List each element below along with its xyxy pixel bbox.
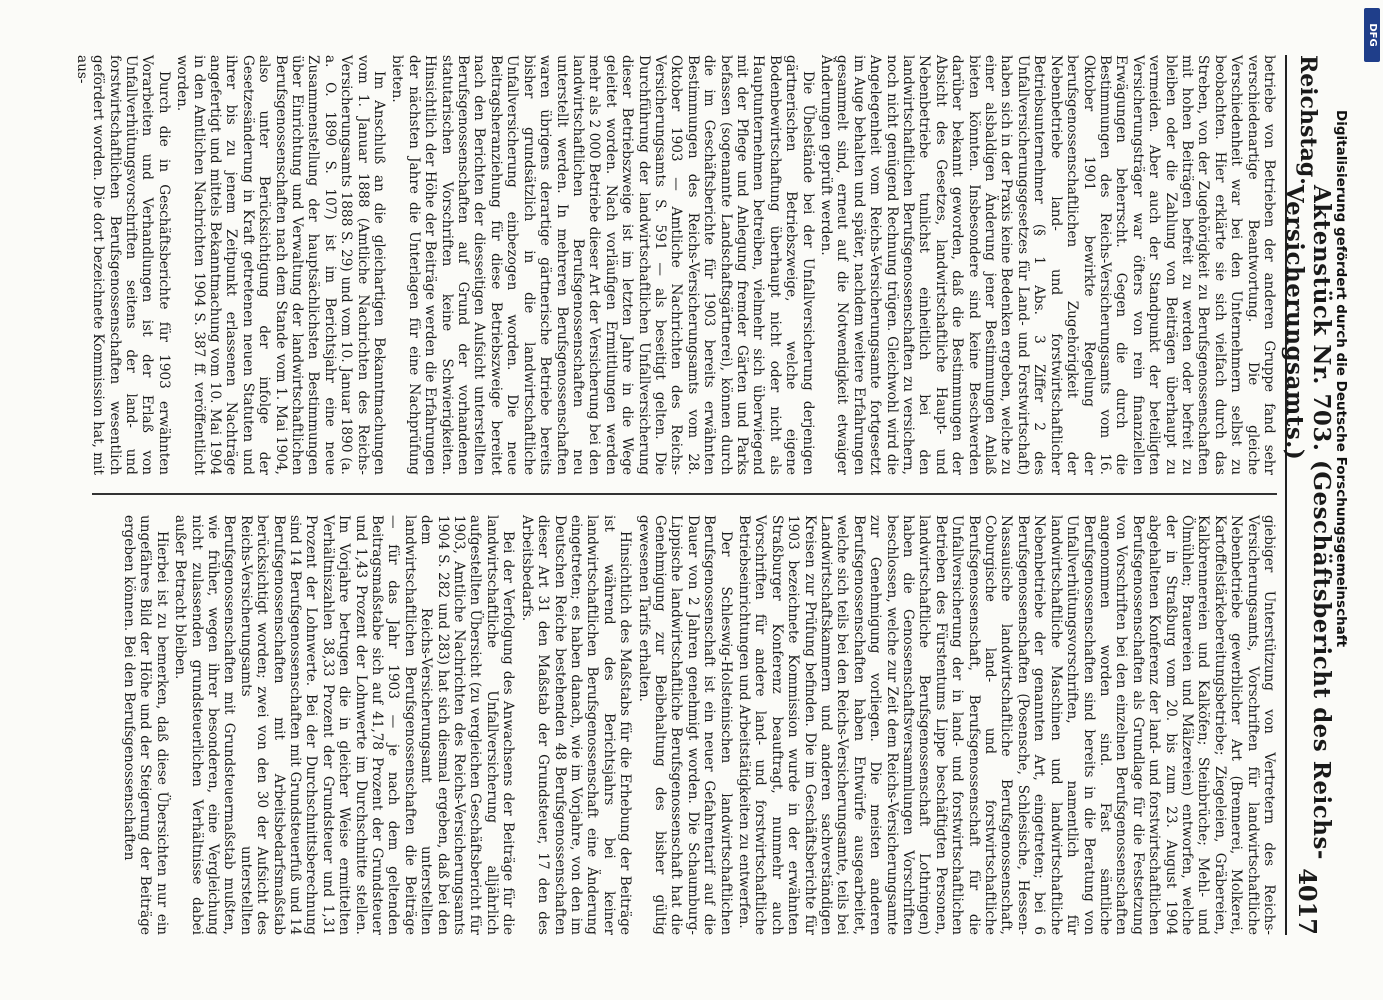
- dfg-logo-text: DFG: [1367, 23, 1378, 47]
- left-paragraph: Im Anschluß an die gleichartigen Bekanntmachungen vom 1. Januar 1888 (Amtliche Nachrichten des Reichs-Versicherungsamts 1888 S. 29) und vom 10. Januar 1890 (a. a. O. 1890 S. 107) ist im Berichtsjahr eine neue Zusammenstellung der hauptsächlichsten Bestimmungen über Einrichtung und Verwaltung der landwirtschaftlichen Berufsgenossenschaften nach dem Stande vom 1. Mai 1904, also unter Berücksichtigung der infolge der Gesetzesänderung in Kraft getretenen neuen Statuten und ihrer bis zu jenem Zeitpunkt erlassenen Nachträge angefertigt und mittels Bekanntmachung vom 10. Mai 1904 in den Amtlichen Nachrichten 1904 S. 387 ff. veröffentlicht worden.: [174, 55, 388, 475]
- left-paragraph: Durch die in Geschäftsberichte für 1903 erwähnten Vorarbeiten und Verhandlungen ist der Erlaß von Unfallverhütungsvorschriften seitens der land- und forstwirtschaftlichen Berufsgenossenschaften wesentlich gefördert worden. Die dort bezeichnete Kommission hat, mit aus-: [73, 55, 172, 475]
- right-paragraph: giebiger Unterstützung von Vertretern des Reichs-Versicherungsamts, Vorschriften für landwirtschaftliche Nebenbetriebe gewerblicher Art (Brennerei, Molkerei, Kartoffelstärkebereitungsbetriebe; Ziegeleien, Gräbereien, Kalkbrennereien und Kalköfen; Steinbrüche; Mehl- und Ölmühlen; Brauereien und Mälzereien) entworfen, welche der in Straßburg vom 20. bis zum 23. August 1904 abgehaltenen Konferenz der land- und forstwirtschaftlichen Berufsgenossenschaften als Grundlage für die Festsetzung von Vorschriften bei den einzelnen Berufsgenossenschaften angenommen worden sind. Fast sämtliche Berufsgenossenschaften sind bereits in die Beratung von Unfallverhütungsvorschriften, namentlich für landwirtschaftliche Maschinen und landwirtschaftliche Nebenbetriebe der genannten Art, eingetreten; bei 6 Berufsgenossenschaften (Posensche, Schlesische, Hessen-Nassauische landwirtschaftliche Berufsgenossenschaft, Coburgische land- und forstwirtschaftliche Berufsgenossenschaft, Berufsgenossenschaft für die Unfallversicherung der in land- und forstwirtschaftlichen Betrieben des Fürstentums Lippe beschäftigten Personen, landwirtschaftliche Berufsgenossenschaft Lothringen) haben die Genossenschaftsversammlungen Vorschriften beschlossen, welche zur Zeit dem Reichs-Versicherungsamte zur Genehmigung vorliegen. Die meisten anderen Berufsgenossenschaften haben Entwürfe ausgearbeitet, welche sich teils bei den Reichs-Versicherungsamte, teils bei Landwirtschaftskammern und anderen sachverständigen Kreisen zur Prüfung befinden. Die im Geschäftsberichte für 1903 bezeichnete Kommission wurde in der erwähnten Straßburger Konferenz beauftragt, nunmehr auch Vorschriften für andere land- und forstwirtschaftliche Betriebseinrichtungen und Arbeitstätigkeiten zu entwerfen.: [736, 515, 1277, 935]
- right-paragraph: Hierbei ist zu bemerken, daß diese Übersichten nur ein ungefähres Bild der Höhe und der Steigerung der Beiträge ergeben können. Bei den Berufsgenossenschaften: [120, 515, 170, 935]
- page-number: 4017: [1293, 868, 1323, 935]
- right-paragraph: Bei der Verfolgung des Anwachsens der Beiträge für die landwirtschaftliche Unfallversicherung alljährlich aufgestellten Übersicht (zu vergleichen Geschäftsbericht für 1903, Amtliche Nachrichten des Reichs-Versicherungsamts 1904 S. 282 und 283) hat sich diesmal ergeben, daß bei den dem Reichs-Versicherungsamt unterstellten landwirtschaftlichen Berufsgenossenschaften die Beiträge — für das Jahr 1903 — je nach dem geltenden Beitragsmaßstabe sich auf 41,78 Prozent der Grundsteuer und 1,43 Prozent der Lohnwerte im Durchschnitte stellen. Im Vorjahre betrugen die in gleicher Weise ermittelten Verhältniszahlen 38,33 Prozent der Grundsteuer und 1,31 Prozent der Lohnwerte. Bei der Durchschnittsberechnung sind 14 Berufsgenossenschaften mit Grundsteuerfuß und 14 Berufsgenossenschaften mit Arbeitsbedarfsmaßstab berücksichtigt worden; zwei von den 30 der Aufsicht des Reichs-Versicherungsamts unterstellten Berufsgenossenschaften mit Grundsteuermaßstab mußten, wie früher, wegen ihrer besonderen, eine Vergleichung nicht zulassenden grundsteuerlichen Verhältnisse dabei außer Betracht bleiben.: [172, 515, 517, 935]
- header-left: Reichstag.: [1295, 55, 1321, 185]
- right-column: [87, 515, 1277, 935]
- left-column: [73, 55, 1277, 475]
- rotated-print-area: [73, 55, 1335, 935]
- header-title: Aktenstück Nr. 703. (Geschäftsbericht des Reichs-Versicherungsamts.): [1281, 184, 1335, 860]
- left-paragraph: Die Übelstände bei der Unfallversicherung derjenigen gärtnerischen Betriebszweige, welche eigene Bodenbewirtschaftung überhaupt nicht oder nicht als Hauptunternehmen betreiben, vielmehr sich überwiegend mit der Pflege und Anlegung fremder Gärten und Parks befassen (sogenannte Landschaftsgärtnerei), können durch die im Geschäftsberichte für 1903 bereits erwähnten Bestimmungen des Reichs-Versicherungsamts vom 28. Oktober 1903 — Amtliche Nachrichten des Reichs-Versicherungsamts S. 591 — als beseitigt gelten. Die Durchführung der landwirtschaftlichen Unfallversicherung dieser Betriebszweige ist im letzten Jahre in die Wege geleitet worden. Nach vorläufigen Ermittlungen werden mehr als 2 000 Betriebe dieser Art der Versicherung bei den landwirtschaftlichen Berufsgenossenschaften neu unterstellt werden. In mehreren Berufsgenossenschaften waren übrigens derartige gärtnerische Betriebe bereits bisher grundsätzlich in die landwirtschaftliche Unfallversicherung einbezogen worden. Die neue Beitragsheranziehung für diese Betriebszweige bereitet nach den Berichten der diesseitigen Aufsicht unterstellten Berufsgenossenschaften auf Grund der vorhandenen statutarischen Vorschriften keine Schwierigkeiten. Hinsichtlich der Höhe der Beiträge werden die Erfahrungen der nächsten Jahre die Unterlagen für eine Nachprüfung bieten.: [389, 55, 816, 475]
- digitization-credit: Digitalisierung gefördert durch die Deutsche Forschungsgemeinschaft: [1333, 110, 1349, 648]
- left-paragraph: betriebe von Betrieben der anderen Gruppe fand sehr verschiedenartige Beantwortung. Die gleiche Verschiedenheit war bei den Unternehmern selbst zu beobachten. Hier erklärte sie sich vielfach durch das Streben, von der Zugehörigkeit zu Berufsgenossenschaften mit hohen Beiträgen befreit zu werden oder befreit zu bleiben oder die Zahlung von Beiträgen überhaupt zu vermeiden. Aber auch der Standpunkt der beteiligten Versicherungsträger war öfters von rein finanziellen Erwägungen beherrscht. Gegen die durch die Bestimmungen des Reichs-Versicherungsamts vom 16. Oktober 1901 bewirkte Regelung der berufsgenossenschaftlichen Zugehörigkeit der Nebenbetriebe land- und forstwirtschaftlicher Betriebsunternehmer (§ 1 Abs. 3 Ziffer 2 des Unfallversicherungsgesetzes für Land- und Forstwirtschaft) haben sich in der Praxis keine Bedenken ergeben, welche zu einer alsbaldigen Änderung jener Bestimmungen Anlaß bieten könnten. Insbesondere sind keine Beschwerden darüber bekannt geworden, daß die Bestimmungen der Absicht des Gesetzes, landwirtschaftliche Haupt- und Nebenbetriebe tunlichst einheitlich bei den landwirtschaftlichen Berufsgenossenschaften zu versichern, noch nicht genügend Rechnung trügen. Gleichwohl wird die Angelegenheit vom Reichs-Versicherungsamte fortgesetzt im Auge behalten und später, nachdem weitere Erfahrungen gesammelt sind, erneut auf die Notwendigkeit etwaiger Änderungen geprüft werden.: [818, 55, 1277, 475]
- right-paragraph: Der Schleswig-Holsteinischen landwirtschaftlichen Berufsgenossenschaft ist ein neuer Gefahrentarif auf die Dauer von 2 Jahren genehmigt worden. Die Schaumburg-Lippische landwirtschaftliche Berufsgenossenschaft hat die Genehmigung zur Beibehaltung des bisher gültig gewesenen Tarifs erhalten.: [635, 515, 734, 935]
- page-header: [1281, 55, 1335, 935]
- column-divider: [92, 493, 1277, 495]
- dfg-logo: [1364, 8, 1380, 62]
- right-paragraph: Hinsichtlich des Maßstabs für die Erhebung der Beiträge ist während des Berichtsjahrs bei keiner landwirtschaftlichen Berufsgenossenschaft eine Änderung eingetreten; es haben danach, wie im Vorjahre, von den im Deutschen Reiche bestehenden 48 Berufsgenossenschaften dieser Art 31 den Maßstab der Grundsteuer, 17 den des Arbeitsbedarfs.: [518, 515, 634, 935]
